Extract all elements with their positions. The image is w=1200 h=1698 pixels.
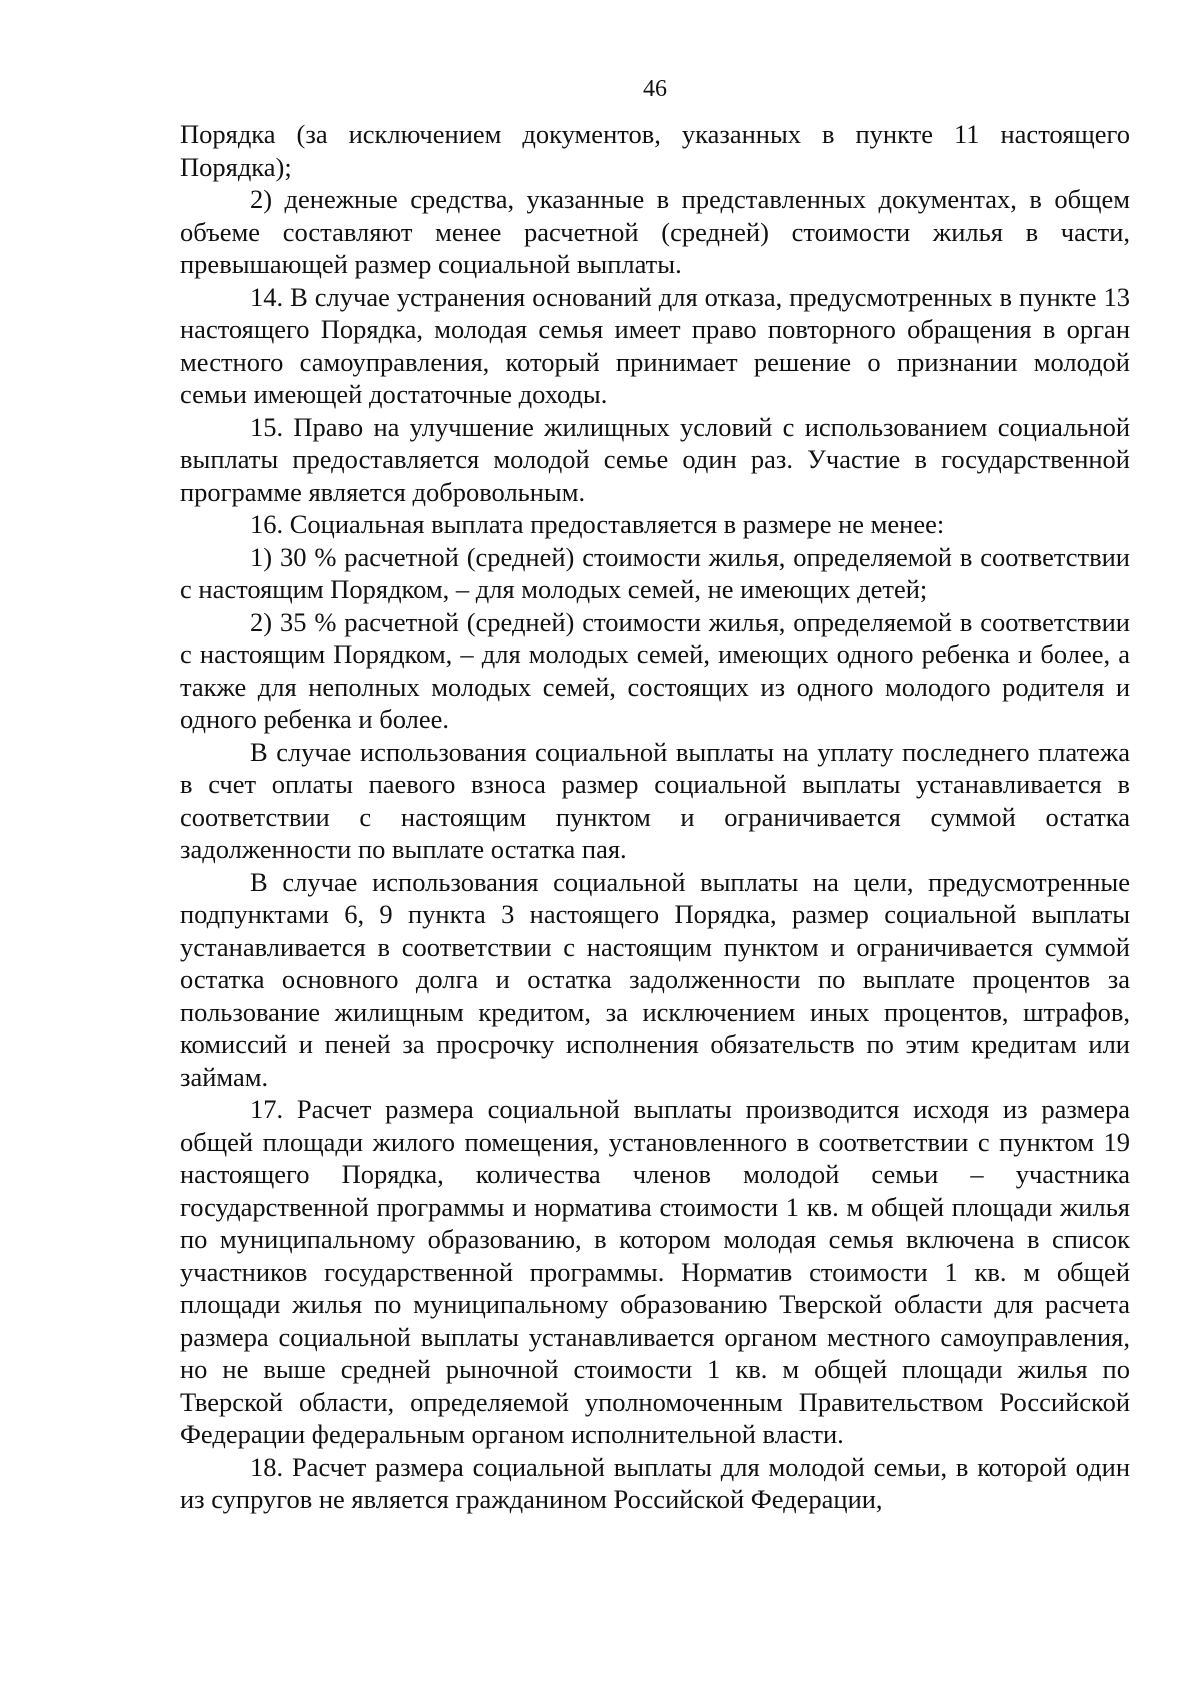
paragraph: В случае использования социальной выплаты на уплату последнего платежа в счет оплаты паевого взноса размер социальной выплаты устанавливается в соответствии с настоящим пунктом и ограничивается суммой остатка задолженности по выплате остатка пая. xyxy=(180,736,1130,864)
paragraph: В случае использования социальной выплаты на цели, предусмотренные подпунктами 6, 9 пункта 3 настоящего Порядка, размер социальной выплаты устанавливается в соответствии с настоящим пунктом и ограничивается суммой остатка основного долга и остатка задолженности по выплате процентов за пользование жилищным кредитом, за исключением иных процентов, штрафов, комиссий и пеней за просрочку исполнения обязательств по этим кредитам или займам. xyxy=(180,866,1130,1092)
paragraph: 2) 35 % расчетной (средней) стоимости жилья, определяемой в соответствии с настоящим Порядком, – для молодых семей, имеющих одного ребенка и более, а также для неполных молодых семей, состоящих из одного молодого родителя и одного ребенка и более. xyxy=(180,606,1130,734)
paragraph: 1) 30 % расчетной (средней) стоимости жилья, определяемой в соответствии с настоящим Порядком, – для молодых семей, не имеющих детей; xyxy=(180,541,1130,604)
document-body xyxy=(180,118,1130,1516)
paragraph: Порядка (за исключением документов, указанных в пункте 11 настоящего Порядка); xyxy=(180,119,1130,182)
paragraph: 17. Расчет размера социальной выплаты производится исходя из размера общей площади жилого помещения, установленного в соответствии с пунктом 19 настоящего Порядка, количества членов молодой семьи – участника государственной программы и норматива стоимости 1 кв. м общей площади жилья по муниципальному образованию, в котором молодая семья включена в список участников государственной программы. Норматив стоимости 1 кв. м общей площади жилья по муниципальному образованию Тверской области для расчета размера социальной выплаты устанавливается органом местного самоуправления, но не выше средней рыночной стоимости 1 кв. м общей площади жилья по Тверской области, определяемой уполномоченным Правительством Российской Федерации федеральным органом исполнительной власти. xyxy=(180,1094,1130,1449)
paragraph: 15. Право на улучшение жилищных условий с использованием социальной выплаты предоставляется молодой семье один раз. Участие в государственной программе является добровольным. xyxy=(180,411,1130,507)
paragraph: 2) денежные средства, указанные в представленных документах, в общем объеме составляют менее расчетной (средней) стоимости жилья в части, превышающей размер социальной выплаты. xyxy=(180,184,1130,279)
paragraph: 18. Расчет размера социальной выплаты для молодой семьи, в которой один из супругов не является гражданином Российской Федерации, xyxy=(180,1451,1130,1514)
paragraph: 16. Социальная выплата предоставляется в размере не менее: xyxy=(250,509,945,539)
page-number: 46 xyxy=(643,76,667,102)
paragraph: 14. В случае устранения оснований для отказа, предусмотренных в пункте 13 настоящего Порядка, молодая семья имеет право повторного обращения в орган местного самоуправления, который принимает решение о признании молодой семьи имеющей достаточные доходы. xyxy=(180,281,1130,409)
